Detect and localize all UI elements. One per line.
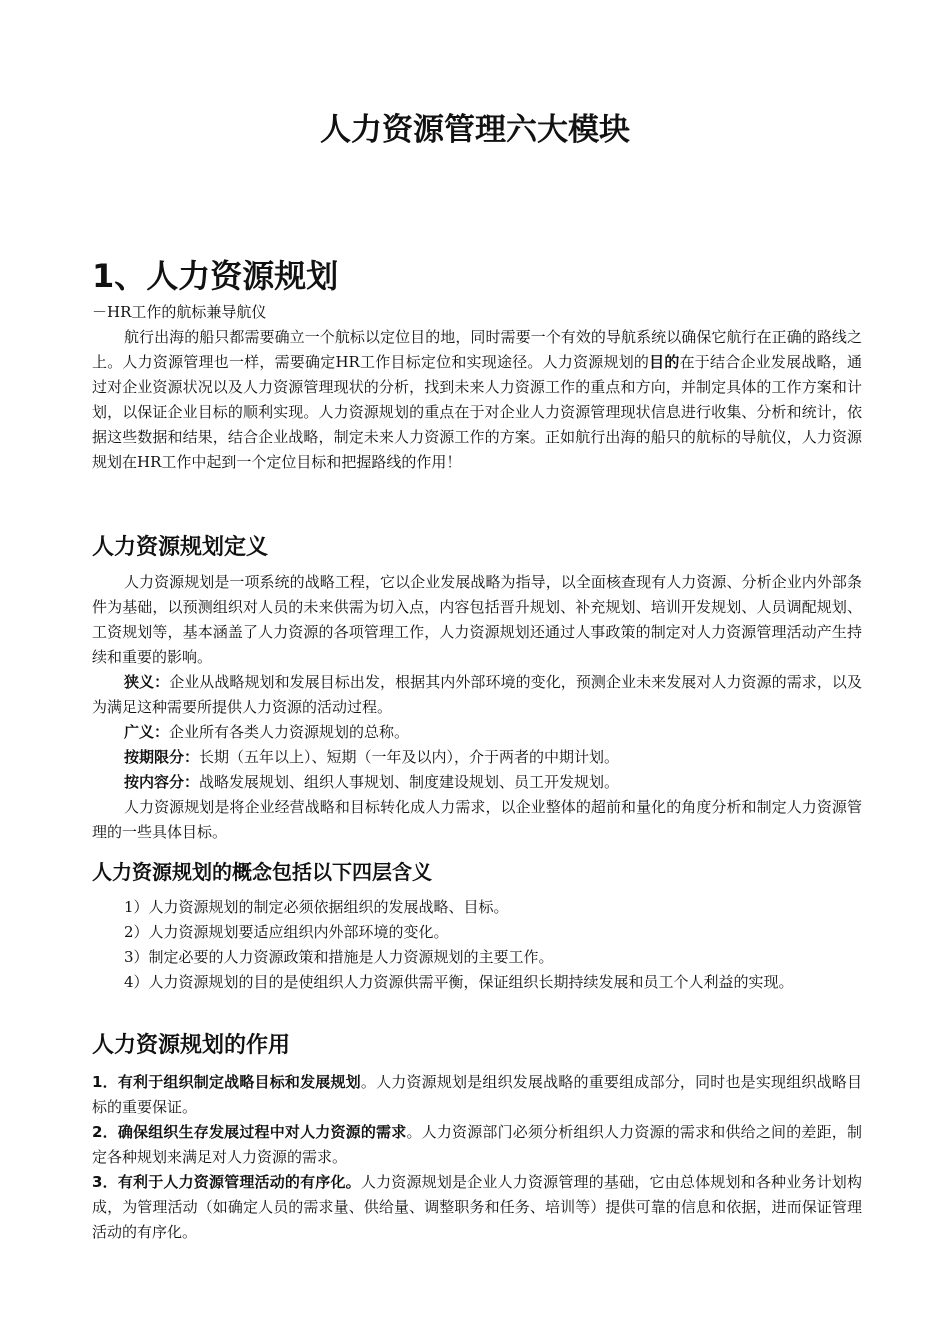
content-label: 按内容分： [124,773,200,791]
role-item-title: 1．有利于组织制定战略目标和发展规划 [92,1073,361,1091]
document-title: 人力资源管理六大模块 [320,112,630,148]
role-item-title: 3．有利于人力资源管理活动的有序化。 [92,1173,361,1191]
role-item-text: 人力资源规划是企业人力资源管理的基础，它由总体规划和各种业务计划构成，为管理活动（如确定人员的需求量、供给量、调整职务和任务、培训等）提供可靠的信息和依据，进而保证管理活动的有序化。 [92,1173,862,1241]
broad-label: 广义： [124,723,170,741]
definition-heading: 人力资源规划定义 [92,535,269,560]
by-content [92,770,862,795]
section-definition [92,532,862,845]
definition-paragraph: 人力资源规划是一项系统的战略工程，它以企业发展战略为指导，以全面核查现有人力资源、分析企业内外部条件为基础，以预测组织对人员的未来供需为切入点，内容包括晋升规划、补充规划、培训开发规划、人员调配规划、工资规划等，基本涵盖了人力资源的各项管理工作，人力资源规划还通过人事政策的制定对人力资源管理活动产生持续和重要的影响。 [92,573,862,666]
by-term [92,745,862,770]
role-item [92,1120,862,1170]
narrow-label: 狭义： [124,673,170,691]
definition-summary: 人力资源规划是将企业经营战略和目标转化成人力需求，以企业整体的超前和量化的角度分析和制定人力资源管理的一些具体目标。 [92,798,862,841]
role-item-text: 。人力资源规划是组织发展战略的重要组成部分，同时也是实现组织战略目标的重要保证。 [92,1073,862,1116]
section-concept [92,857,862,995]
concept-heading: 人力资源规划的概念包括以下四层含义 [92,860,432,884]
intro-bold-purpose: 目的 [649,353,680,371]
content-text: 战略发展规划、组织人事规划、制度建设规划、员工开发规划。 [199,773,620,791]
intro-text-c: 在于结合企业发展战略，通过对企业资源状况以及人力资源管理现状的分析，找到未来人力资源工作的重点和方向，并制定具体的工作方案和计划，以保证企业目标的顺利实现。人力资源规划的重点在于对企业人力资源管理现状信息进行收集、分析和统计，依据这些数据和结果，结合企业战略，制定未来人力资源工作的方案。正如航行出海的船只的航标的导航仪，人力资源规划在HR工作中起到一个定位目标和把握路线的作用！ [92,353,862,471]
section-subtitle: －HR工作的航标兼导航仪 [92,303,267,321]
role-item [92,1070,862,1120]
concept-list [92,895,862,995]
role-heading: 人力资源规划的作用 [92,1033,291,1058]
section-role [92,1030,862,1245]
list-item: 1）人力资源规划的制定必须依据组织的发展战略、目标。 [124,898,509,916]
intro-text-a: 航行出海的船只都需要确立一个航标以定位目的地，同时需要一个有效的导航系统以确保它航行在正确的路线之上。人力资源管理也一样，需要确定HR工作目标定位和实现途径。人力资源规划的 [92,328,862,371]
role-item-text: 。人力资源部门必须分析组织人力资源的需求和供给之间的差距，制定各种规划来满足对人力资源的需求。 [92,1123,862,1166]
section-hr-planning [92,253,862,475]
narrow-text: 企业从战略规划和发展目标出发，根据其内外部环境的变化，预测企业未来发展对人力资源的需求，以及为满足这种需要所提供人力资源的活动过程。 [92,673,862,716]
role-item-title: 2．确保组织生存发展过程中对人力资源的需求 [92,1123,407,1141]
narrow-definition [92,670,862,720]
section-heading: 1、人力资源规划 [92,257,339,295]
broad-definition [92,720,862,745]
intro-paragraph [92,325,862,475]
broad-text: 企业所有各类人力资源规划的总称。 [169,723,410,741]
list-item: 3）制定必要的人力资源政策和措施是人力资源规划的主要工作。 [124,948,554,966]
list-item: 4）人力资源规划的目的是使组织人力资源供需平衡，保证组织长期持续发展和员工个人利益的实现。 [124,973,794,991]
term-text: 长期（五年以上）、短期（一年及以内），介于两者的中期计划。 [199,748,620,766]
role-item [92,1170,862,1245]
term-label: 按期限分： [124,748,200,766]
list-item: 2）人力资源规划要适应组织内外部环境的变化。 [124,923,449,941]
